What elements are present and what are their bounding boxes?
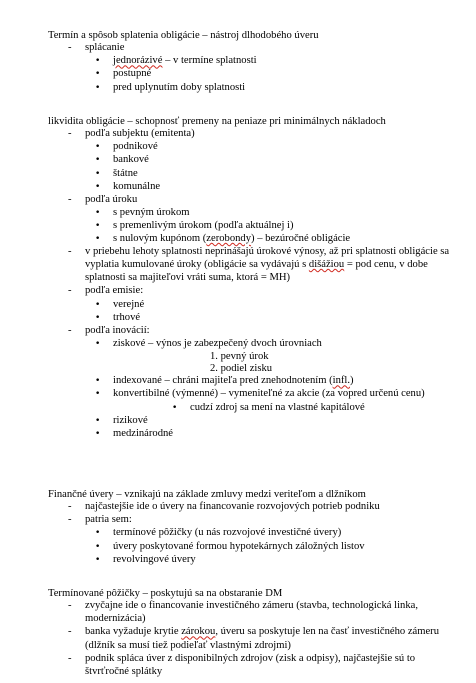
continuation-line: splatnosti sa majiteľovi vráti suma, ktorá = MH) — [85, 272, 291, 284]
dash-list-item: - zvyčajne ide o financovanie investičného zámeru (stavba, technologická linka, — [85, 600, 418, 612]
section-heading: Termín a spôsob splatenia obligácie – nástroj dlhodobého úveru — [48, 30, 319, 41]
dash-list-item: - patria sem: — [85, 514, 132, 526]
bullet-list-item: • revolvingové úvery — [113, 554, 196, 566]
section-heading: Termínované pôžičky – poskytujú sa na obstaranie DM — [48, 588, 283, 599]
continuation-line: vyplatia kumulované úroky (obligácie sa vydávajú s dišážiou = pod cenu, v dobe — [85, 259, 428, 271]
bullet-list-item: • pred uplynutím doby splatnosti — [113, 82, 245, 94]
bullet-list-item: • jednorázivé – v termíne splatnosti — [113, 55, 257, 67]
dash-list-item: - v priebehu lehoty splatnosti neprinášajú úrokové výnosy, až pri splatnosti obligácie sa — [85, 246, 449, 258]
bullet-list-item: • indexované – chráni majiteľa pred znehodnotením (infl.) — [113, 375, 354, 387]
continuation-line: 1. pevný úrok — [210, 350, 269, 362]
dash-list-item: - banka vyžaduje krytie zárokou, úveru sa poskytuje len na časť investičného zámeru — [85, 626, 439, 638]
spellcheck-underline: jednorázivé — [113, 55, 163, 67]
bullet-list-item: • cudzí zdroj sa mení na vlastné kapitálové — [190, 402, 365, 414]
bullet-list-item: • s nulovým kupónom (zerobondy) – bezúročné obligácie — [113, 233, 350, 245]
spellcheck-underline: dišážiou — [308, 259, 345, 271]
bullet-list-item: • úvery poskytované formou hypotekárnych záložných listov — [113, 541, 365, 553]
dash-list-item: - podnik spláca úver z disponibilných zdrojov (zisk a odpisy), najčastejšie sú to — [85, 653, 415, 665]
continuation-line: 2. podiel zisku — [210, 363, 273, 375]
dash-list-item: - podľa emisie: — [85, 285, 143, 297]
bullet-list-item: • termínové pôžičky (u nás rozvojové investičné úvery) — [113, 527, 341, 539]
bullet-list-item: • s pevným úrokom — [113, 207, 190, 219]
continuation-line: modernizácia) — [85, 613, 146, 625]
bullet-list-item: • trhové — [113, 312, 140, 324]
bullet-list-item: • rizikové — [113, 415, 148, 427]
dash-list-item: - podľa subjektu (emitenta) — [85, 128, 195, 140]
spellcheck-underline: infl. — [332, 375, 351, 387]
bullet-list-item: • komunálne — [113, 181, 160, 193]
section-heading: Finančné úvery – vznikajú na základe zmluvy medzi veriteľom a dlžníkom — [48, 489, 366, 500]
bullet-list-item: • verejné — [113, 299, 144, 311]
spellcheck-underline: zerobondy — [206, 233, 252, 244]
section-heading: likvidita obligácie – schopnosť premeny na peniaze pri minimálnych nákladoch — [48, 116, 386, 127]
bullet-list-item: • bankové — [113, 154, 149, 166]
bullet-list-item: • konvertibilné (výmenné) – vymeniteľné za akcie (za vopred určenú cenu) — [113, 388, 425, 400]
bullet-list-item: • s premenlivým úrokom (podľa aktuálnej i) — [113, 220, 294, 232]
continuation-line: štvrťročné splátky — [85, 665, 163, 677]
dash-list-item: - najčastejšie ide o úvery na financovanie rozvojových potrieb podniku — [85, 501, 380, 513]
bullet-list-item: • postupné — [113, 68, 151, 80]
spellcheck-underline: zárokou — [181, 626, 216, 638]
bullet-list-item: • podnikové — [113, 141, 158, 153]
bullet-list-item: • ziskové – výnos je zabezpečený dvoch úrovniach — [113, 338, 322, 350]
continuation-line: (dlžník sa musí tiež podieľať vlastnými zdrojmi) — [85, 639, 291, 651]
bullet-list-item: • štátne — [113, 168, 138, 180]
dash-list-item: - podľa úroku — [85, 194, 137, 206]
bullet-list-item: • medzinárodné — [113, 428, 173, 440]
dash-list-item: - podľa inovácií: — [85, 325, 150, 337]
dash-list-item: - splácanie — [85, 42, 124, 54]
